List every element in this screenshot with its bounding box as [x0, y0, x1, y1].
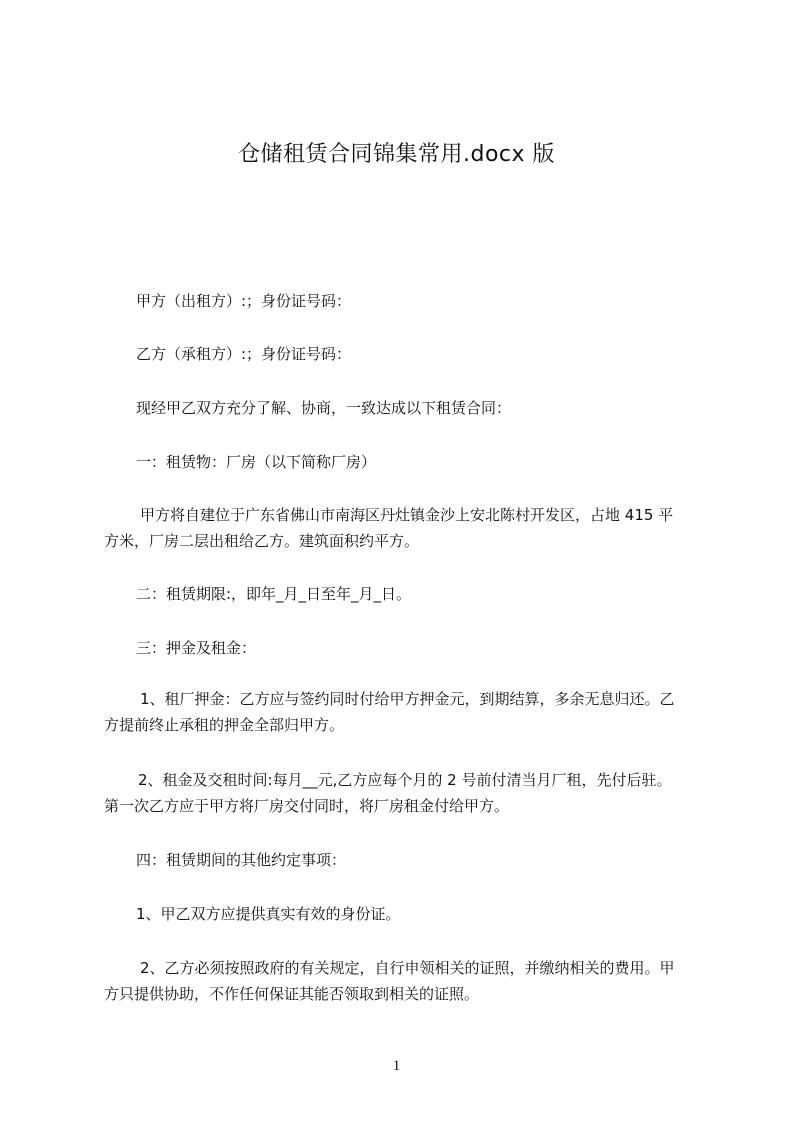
paragraph-line: 方米，厂房二层出租给乙方。建筑面积约平方。 — [104, 532, 420, 550]
paragraph-line: 方提前终止承租的押金全部归甲方。 — [104, 716, 345, 734]
section-heading-leased-property — [136, 449, 740, 475]
paragraph-line: 1、租厂押金：乙方应与签约同时付给甲方押金元，到期结算，多余无息归还。乙 — [140, 690, 675, 708]
paragraph-line: 四：租赁期间的其他约定事项： — [136, 851, 347, 869]
paragraph-line: 三：押金及租金： — [136, 639, 257, 657]
paragraph-line: 乙方（承租方）:；身份证号码： — [136, 345, 352, 363]
paragraph-deposit-terms — [104, 686, 708, 738]
document-title: 仓储租赁合同锦集常用.docx 版 — [237, 142, 556, 167]
paragraph-line: 一：租赁物：厂房（以下简称厂房） — [136, 453, 377, 471]
page-number: 1 — [392, 1058, 401, 1074]
paragraph-rent-payment-terms — [104, 767, 708, 819]
paragraph-line: 2、租金及交租时间:每月__元,乙方应每个月的 2 号前付清当月厂租，先付后驻。 — [138, 771, 672, 789]
paragraph-line: 1、甲乙双方应提供真实有效的身份证。 — [136, 905, 401, 923]
paragraph-line: 甲方（出租方）:；身份证号码： — [136, 292, 352, 310]
paragraph-party-a — [136, 288, 740, 314]
paragraph-property-description — [104, 502, 708, 554]
section-heading-deposit-rent — [136, 635, 740, 661]
paragraph-line: 2、乙方必须按照政府的有关规定，自行申领相关的证照，并缴纳相关的费用。甲 — [140, 959, 675, 977]
paragraph-line: 甲方将自建位于广东省佛山市南海区丹灶镇金沙上安北陈村开发区，占地 415 平 — [140, 506, 674, 524]
paragraph-id-requirement — [136, 901, 740, 927]
section-heading-other-terms — [136, 847, 740, 873]
section-heading-lease-term — [136, 581, 740, 607]
paragraph-licenses-terms — [104, 955, 708, 1007]
paragraph-line: 方只提供协助，不作任何保证其能否领取到相关的证照。 — [104, 985, 480, 1003]
paragraph-party-b — [136, 341, 740, 367]
paragraph-line: 第一次乙方应于甲方将厂房交付同时，将厂房租金付给甲方。 — [104, 797, 510, 815]
paragraph-line: 现经甲乙双方充分了解、协商，一致达成以下租赁合同： — [136, 399, 512, 417]
paragraph-line: 二：租赁期限:，即年_月_日至年_月_日。 — [136, 585, 412, 603]
paragraph-agreement-intro — [136, 395, 740, 421]
